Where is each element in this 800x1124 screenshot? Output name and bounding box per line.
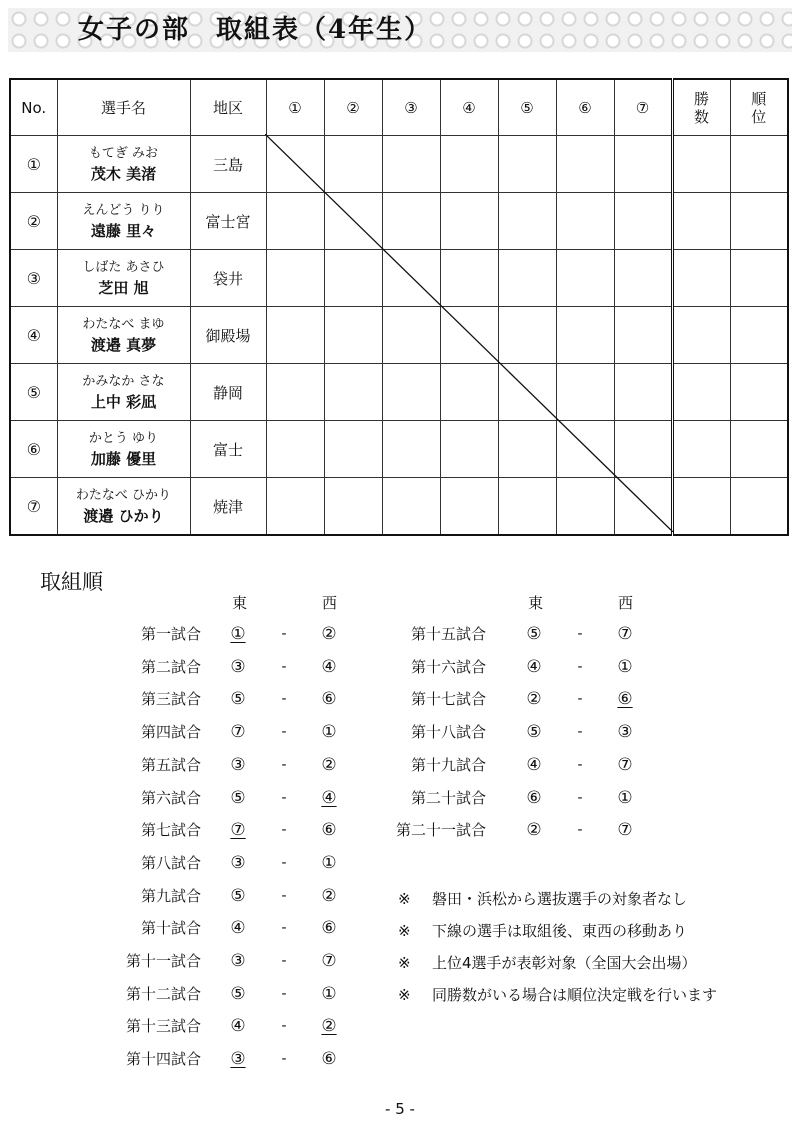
west-player: ⑥: [321, 820, 337, 841]
west-player: ④: [321, 656, 337, 677]
result-cell: [324, 421, 382, 478]
west-player: ③: [617, 722, 633, 743]
east-player: ⑦: [230, 820, 246, 841]
row-number: ⑦: [10, 478, 57, 536]
match-dash: -: [281, 822, 287, 839]
header-row: [10, 79, 788, 136]
header-match-6: ⑥: [556, 79, 614, 136]
east-player: ③: [230, 1049, 246, 1070]
player-kana: しばた あさひ: [82, 260, 165, 275]
player-name: 上中 彩凪: [90, 393, 157, 411]
note-mark: ※: [398, 922, 411, 940]
result-cell: [556, 193, 614, 250]
match-label: 第二試合: [140, 657, 201, 676]
match-row: [0, 656, 800, 678]
result-cell: [614, 136, 672, 193]
note-text: 上位4選手が表彰対象（全国大会出場）: [432, 954, 697, 972]
wins-cell: [672, 364, 730, 421]
note-mark: ※: [398, 954, 411, 972]
match-row: [0, 688, 800, 710]
player-name: 加藤 優里: [90, 450, 157, 468]
player-name: 渡邉 真夢: [90, 336, 157, 354]
east-player: ⑤: [230, 787, 246, 808]
wins-cell: [672, 193, 730, 250]
match-label: 第九試合: [140, 886, 201, 905]
player-name: 茂木 美渚: [90, 165, 157, 183]
result-cell: [614, 250, 672, 307]
rank-cell: [730, 421, 788, 478]
east-player: ②: [526, 820, 542, 841]
result-cell: [614, 364, 672, 421]
player-district: 袋井: [190, 250, 266, 307]
east-header-left: 東: [232, 594, 248, 612]
west-player: ⑦: [617, 820, 633, 841]
result-cell: [324, 478, 382, 536]
result-cell: [382, 136, 440, 193]
player-name-cell: [57, 250, 190, 307]
match-dash: -: [577, 691, 583, 708]
match-dash: -: [281, 789, 287, 806]
order-title: 取組順: [40, 570, 103, 594]
row-number: ④: [10, 307, 57, 364]
result-cell: [498, 250, 556, 307]
match-dash: -: [281, 854, 287, 871]
match-label: 第五試合: [140, 755, 201, 774]
match-row: [0, 721, 800, 743]
match-table: [9, 78, 789, 536]
page-title: [70, 12, 440, 48]
result-cell: [266, 307, 324, 364]
rank-cell: [730, 136, 788, 193]
east-header-right: 東: [528, 594, 544, 612]
note-mark: ※: [398, 986, 411, 1004]
match-row: [0, 819, 800, 841]
result-cell: [382, 250, 440, 307]
west-player: ②: [321, 885, 337, 906]
west-player: ⑦: [321, 951, 337, 971]
header-wins-line1: 勝: [693, 89, 709, 108]
match-label: 第三試合: [140, 690, 201, 709]
match-label: 第八試合: [140, 853, 201, 872]
row-number: ⑤: [10, 364, 57, 421]
result-cell: [324, 307, 382, 364]
player-district: 富士宮: [190, 193, 266, 250]
result-cell: [614, 421, 672, 478]
header-rank: [730, 79, 788, 136]
result-cell: [440, 136, 498, 193]
result-cell: [498, 364, 556, 421]
result-cell: [382, 307, 440, 364]
note-item: [398, 952, 717, 984]
player-name-cell: [57, 478, 190, 536]
player-name-cell: [57, 307, 190, 364]
result-cell: [614, 478, 672, 536]
east-player: ④: [526, 656, 542, 677]
west-player: ①: [617, 787, 633, 808]
player-row: [10, 193, 788, 250]
result-cell: [324, 136, 382, 193]
player-row: [10, 307, 788, 364]
result-cell: [440, 364, 498, 421]
match-dash: -: [281, 626, 287, 642]
result-cell: [498, 307, 556, 364]
west-player: ⑥: [321, 1049, 337, 1070]
row-number: ③: [10, 250, 57, 307]
header-rank-line1: 順: [751, 89, 767, 108]
match-dash: -: [281, 756, 287, 773]
match-dash: -: [577, 789, 583, 806]
match-label: 第十九試合: [410, 755, 486, 774]
match-label: 第二十試合: [410, 788, 486, 807]
result-cell: [440, 478, 498, 536]
west-header-left: 西: [322, 594, 338, 612]
match-label: 第一試合: [140, 625, 201, 643]
east-player: ③: [230, 951, 246, 971]
east-player: ⑤: [230, 885, 246, 906]
east-player: ⑤: [230, 689, 246, 710]
header-name: 選手名: [57, 79, 190, 136]
match-dash: -: [281, 691, 287, 708]
header-match-3: ③: [382, 79, 440, 136]
match-grid: [9, 78, 789, 536]
page-number: - 5 -: [385, 1100, 415, 1118]
match-label: 第十四試合: [125, 1050, 201, 1069]
match-dash: -: [281, 658, 287, 675]
match-dash: -: [281, 1051, 287, 1068]
result-cell: [498, 193, 556, 250]
west-player: ②: [321, 624, 337, 644]
match-dash: -: [281, 1018, 287, 1035]
player-name-cell: [57, 364, 190, 421]
match-row: [0, 1048, 800, 1070]
result-cell: [498, 136, 556, 193]
result-cell: [266, 478, 324, 536]
row-number: ②: [10, 193, 57, 250]
west-player: ①: [321, 983, 337, 1004]
result-cell: [614, 307, 672, 364]
match-dash: -: [577, 626, 583, 642]
match-row: [0, 623, 800, 645]
result-cell: [440, 250, 498, 307]
east-player: ①: [230, 624, 246, 644]
west-player: ⑦: [617, 624, 633, 644]
west-player: ⑥: [321, 689, 337, 710]
result-cell: [382, 193, 440, 250]
east-player: ⑤: [230, 983, 246, 1004]
east-player: ③: [230, 656, 246, 677]
east-player: ⑦: [230, 722, 246, 743]
row-number: ⑥: [10, 421, 57, 478]
rank-cell: [730, 478, 788, 536]
west-player: ①: [617, 656, 633, 677]
west-player: ②: [321, 1016, 337, 1037]
player-kana: かみなか さな: [82, 374, 165, 389]
match-label: 第十五試合: [410, 625, 486, 643]
rank-cell: [730, 250, 788, 307]
match-dash: -: [577, 724, 583, 741]
note-text: 同勝数がいる場合は順位決定戦を行います: [432, 986, 718, 1004]
player-kana: かとう ゆり: [88, 431, 159, 446]
match-dash: -: [281, 953, 287, 969]
player-name-cell: [57, 421, 190, 478]
result-cell: [556, 421, 614, 478]
result-cell: [440, 193, 498, 250]
player-kana: えんどう りり: [82, 203, 165, 218]
note-item: [398, 984, 717, 1016]
header-wins: [672, 79, 730, 136]
match-dash: -: [281, 920, 287, 937]
result-cell: [324, 193, 382, 250]
header-district: 地区: [190, 79, 266, 136]
wins-cell: [672, 136, 730, 193]
header-match-4: ④: [440, 79, 498, 136]
match-row: [0, 787, 800, 809]
result-cell: [556, 478, 614, 536]
east-player: ④: [230, 918, 246, 939]
match-label: 第二十一試合: [395, 821, 486, 840]
match-label: 第七試合: [140, 821, 201, 840]
west-player: ②: [321, 754, 337, 775]
result-cell: [498, 421, 556, 478]
note-mark: ※: [398, 890, 411, 908]
match-dash: -: [577, 658, 583, 675]
east-player: ⑥: [526, 787, 542, 808]
west-player: ①: [321, 852, 337, 873]
west-player: ④: [321, 787, 337, 808]
player-row: [10, 136, 788, 193]
player-row: [10, 364, 788, 421]
rank-cell: [730, 307, 788, 364]
rank-cell: [730, 193, 788, 250]
player-district: 静岡: [190, 364, 266, 421]
match-row: [0, 1015, 800, 1037]
player-district: 三島: [190, 136, 266, 193]
east-player: ⑤: [526, 624, 542, 644]
match-dash: -: [577, 756, 583, 773]
result-cell: [266, 136, 324, 193]
result-cell: [382, 364, 440, 421]
match-dash: -: [281, 887, 287, 904]
result-cell: [556, 136, 614, 193]
result-cell: [266, 250, 324, 307]
result-cell: [556, 364, 614, 421]
west-header-right: 西: [618, 594, 634, 612]
player-row: [10, 421, 788, 478]
player-district: 御殿場: [190, 307, 266, 364]
player-row: [10, 250, 788, 307]
match-label: 第十三試合: [125, 1017, 201, 1036]
match-label: 第十試合: [140, 919, 201, 938]
wins-cell: [672, 307, 730, 364]
player-kana: わたなべ まゆ: [82, 317, 165, 332]
match-label: 第十八試合: [410, 723, 486, 742]
match-label: 第十六試合: [410, 657, 486, 676]
east-player: ③: [230, 852, 246, 873]
match-label: 第十二試合: [125, 984, 201, 1003]
title-banner: [8, 8, 792, 52]
player-kana: もてぎ みお: [88, 146, 159, 161]
header-rank-line2: 位: [751, 107, 767, 126]
notes: [398, 888, 717, 1016]
header-no: No.: [10, 79, 57, 136]
east-player: ②: [526, 689, 542, 710]
header-match-2: ②: [324, 79, 382, 136]
rank-cell: [730, 364, 788, 421]
note-text: 下線の選手は取組後、東西の移動あり: [432, 922, 688, 940]
west-player: ⑥: [321, 918, 337, 939]
result-cell: [614, 193, 672, 250]
note-item: [398, 920, 717, 952]
title-table-name: 取組表（4年生）: [216, 15, 433, 45]
header-match-7: ⑦: [614, 79, 672, 136]
note-item: [398, 888, 717, 920]
result-cell: [498, 478, 556, 536]
title-division: 女子の部: [78, 15, 191, 45]
player-name-cell: [57, 136, 190, 193]
result-cell: [440, 421, 498, 478]
west-player: ⑥: [617, 689, 633, 710]
result-cell: [266, 193, 324, 250]
match-row: [0, 754, 800, 776]
east-player: ③: [230, 754, 246, 775]
wins-cell: [672, 421, 730, 478]
east-player: ⑤: [526, 722, 542, 743]
result-cell: [324, 364, 382, 421]
match-dash: -: [281, 985, 287, 1002]
match-row: [0, 852, 800, 874]
match-label: 第四試合: [140, 723, 201, 742]
header-wins-line2: 数: [693, 107, 709, 126]
result-cell: [556, 250, 614, 307]
result-cell: [440, 307, 498, 364]
match-dash: -: [577, 822, 583, 839]
west-player: ⑦: [617, 754, 633, 775]
match-label: 第六試合: [140, 788, 201, 807]
note-text: 磐田・浜松から選抜選手の対象者なし: [432, 890, 688, 908]
match-label: 第十一試合: [125, 952, 201, 970]
result-cell: [266, 364, 324, 421]
player-name: 遠藤 里々: [90, 222, 157, 240]
wins-cell: [672, 478, 730, 536]
player-district: 焼津: [190, 478, 266, 536]
east-player: ④: [526, 754, 542, 775]
east-player: ④: [230, 1016, 246, 1037]
match-label: 第十七試合: [410, 690, 486, 709]
match-dash: -: [281, 724, 287, 741]
result-cell: [382, 421, 440, 478]
player-kana: わたなべ ひかり: [75, 488, 172, 503]
player-name: 芝田 旭: [98, 279, 149, 297]
player-name-cell: [57, 193, 190, 250]
result-cell: [266, 421, 324, 478]
result-cell: [382, 478, 440, 536]
row-number: ①: [10, 136, 57, 193]
wins-cell: [672, 250, 730, 307]
header-match-1: ①: [266, 79, 324, 136]
result-cell: [324, 250, 382, 307]
result-cell: [556, 307, 614, 364]
player-district: 富士: [190, 421, 266, 478]
west-player: ①: [321, 722, 337, 743]
player-row: [10, 478, 788, 536]
header-match-5: ⑤: [498, 79, 556, 136]
player-name: 渡邉 ひかり: [83, 507, 164, 525]
